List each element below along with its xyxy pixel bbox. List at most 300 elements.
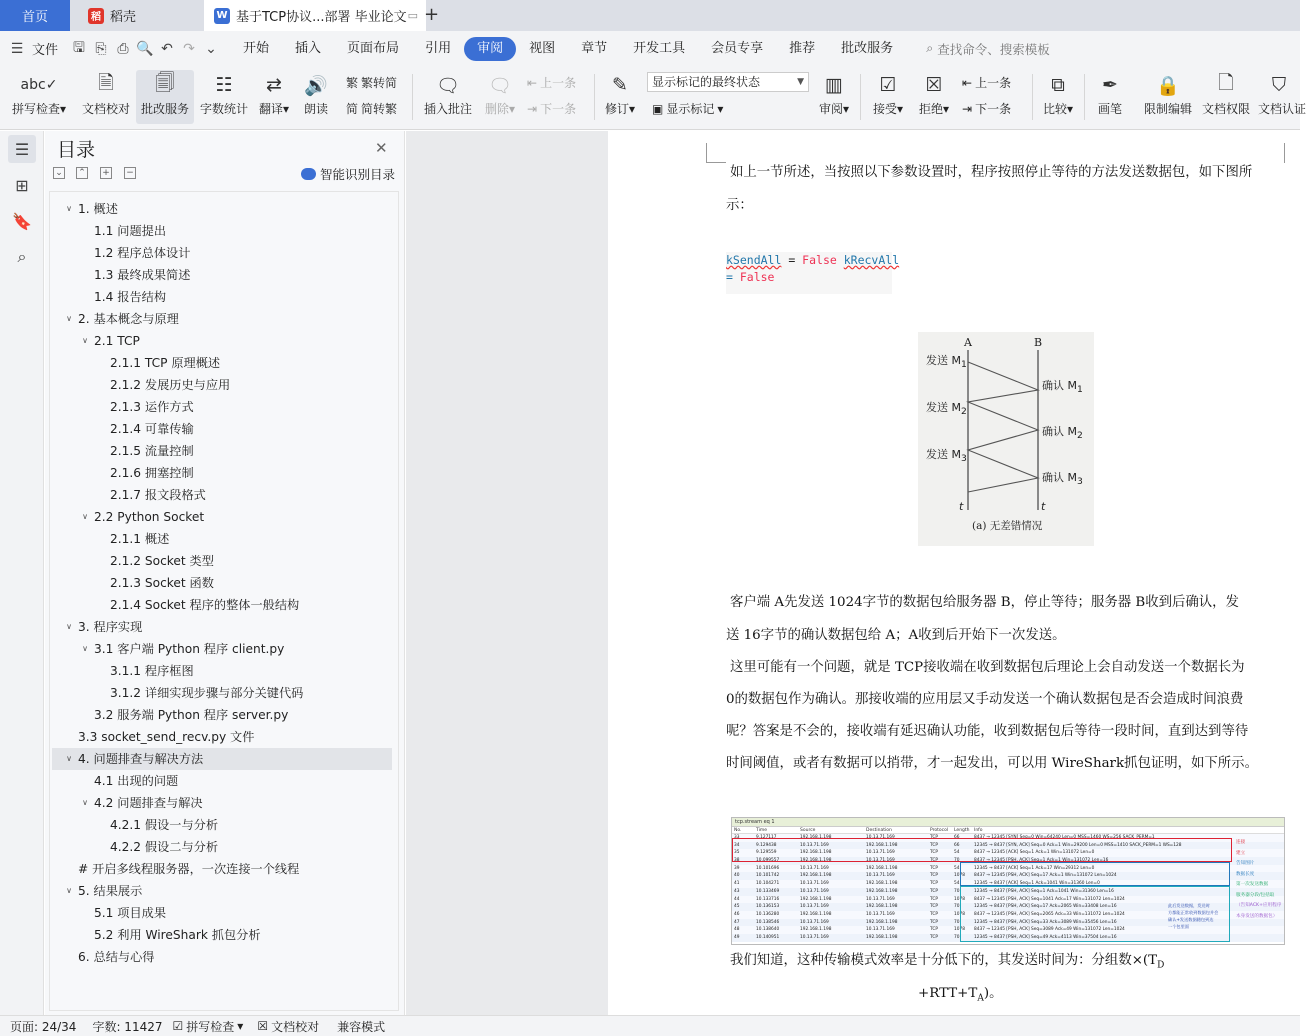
prev-change-button[interactable] bbox=[962, 74, 1011, 91]
reject-label: 拒绝 bbox=[918, 102, 943, 116]
delete-comment-icon: 🗨 bbox=[487, 74, 513, 97]
capture-cell: 10.136280 bbox=[756, 911, 780, 917]
toc-item-label: # 开启多线程服务器，一次连接一个线程 bbox=[78, 862, 300, 876]
add-heading-icon[interactable]: + bbox=[100, 167, 112, 179]
capture-cell: 192.168.1.198 bbox=[800, 850, 832, 856]
toc-item[interactable] bbox=[52, 836, 392, 858]
capture-col-header: Length bbox=[954, 828, 970, 833]
ack-m3 bbox=[1042, 469, 1083, 487]
doc-rights-label: 文档权限 bbox=[1201, 102, 1250, 116]
capture-cell: TCP bbox=[930, 911, 938, 917]
read-aloud-button[interactable] bbox=[298, 70, 334, 124]
toc-item[interactable] bbox=[52, 418, 392, 440]
capture-cell: 10.13.71.169 bbox=[800, 934, 829, 940]
capture-cell: 12345 → 8437 [PSH, ACK] Seq=49 Ack=4113 Win=37504 Len=16 bbox=[974, 934, 1117, 940]
code-var-recv: kRecvAll bbox=[843, 253, 900, 267]
menu-item[interactable]: 审阅 bbox=[464, 37, 516, 61]
capture-annotation: 一个包里面 bbox=[1168, 924, 1189, 929]
code-op: = bbox=[781, 253, 803, 267]
chevron-down-icon[interactable]: ∨ bbox=[82, 336, 88, 345]
label-b: B bbox=[1034, 336, 1043, 349]
chevron-down-icon[interactable]: ∨ bbox=[82, 512, 88, 521]
menu-item[interactable]: 开发工具 bbox=[633, 40, 686, 56]
accept-button[interactable]: ☑ 接受▾ bbox=[868, 70, 908, 124]
toc-item[interactable] bbox=[52, 748, 392, 770]
capture-cell: TCP bbox=[930, 842, 938, 848]
menu-item[interactable]: 开始 bbox=[243, 40, 270, 56]
page-indicator[interactable]: 页面: 24/34 bbox=[10, 1019, 77, 1034]
capture-cell: 43 bbox=[734, 888, 740, 894]
word-count[interactable]: 字数: 11427 bbox=[92, 1019, 163, 1034]
capture-cell: TCP bbox=[930, 873, 938, 879]
to-traditional-button[interactable] bbox=[346, 74, 397, 91]
next-comment-button[interactable] bbox=[527, 100, 576, 117]
toc-item-label: 3.1.2 详细实现步骤与部分关键代码 bbox=[110, 686, 304, 700]
reject-icon: ☒ bbox=[925, 74, 943, 96]
capture-cell: TCP bbox=[930, 896, 938, 902]
toc-item-label: 3.3 socket_send_recv.py 文件 bbox=[78, 730, 255, 744]
sub: 1 bbox=[1077, 384, 1083, 396]
sub: 3 bbox=[961, 453, 967, 465]
capture-cell: 10.104271 bbox=[756, 881, 780, 887]
export-icon[interactable]: ⎘ bbox=[95, 40, 107, 57]
prev-change-label: 上一条 bbox=[975, 76, 1012, 90]
next-comment-label: 下一条 bbox=[540, 102, 577, 116]
toc-item-label: 1.1 问题提出 bbox=[94, 224, 167, 238]
menu-item[interactable]: 章节 bbox=[581, 40, 608, 56]
para-3-line-4: 时间阈值，或者有数据可以捎带，才一起发出，可以用 WireShark抓包证明，如下所示。 bbox=[726, 756, 1258, 771]
save-icon[interactable]: 🖫 bbox=[73, 39, 85, 56]
capture-col-header: No. bbox=[734, 828, 742, 833]
toc-item-label: 2. 基本概念与原理 bbox=[78, 312, 179, 326]
capture-cell: 10.13.71.169 bbox=[800, 865, 829, 871]
capture-annotation: 建立 bbox=[1236, 850, 1246, 856]
code-block bbox=[726, 252, 900, 294]
menu-item[interactable]: 视图 bbox=[529, 40, 556, 56]
para-2-line-2: 送 16字节的确认数据包给 A；A收到后开始下一次发送。 bbox=[726, 628, 1066, 643]
data-highlight bbox=[960, 862, 1230, 886]
insert-comment-label: 插入批注 bbox=[423, 102, 472, 116]
track-changes-button[interactable]: ✎ 修订▾ bbox=[600, 70, 640, 124]
status-spell-check[interactable]: ☑ 拼写检查 ▾ bbox=[172, 1019, 244, 1034]
capture-cell: 10.13.71.169 bbox=[800, 919, 829, 925]
capture-cell: 70 bbox=[954, 934, 960, 940]
close-icon[interactable]: ✕ bbox=[375, 139, 388, 157]
capture-cell: 10.13.71.169 bbox=[866, 911, 895, 917]
print-icon[interactable]: ⎙ bbox=[117, 40, 129, 57]
para-2-line-1: 客户端 A先发送 1024字节的数据包给服务器 B，停止等待；服务器 B收到后确认，发 bbox=[730, 595, 1239, 610]
chevron-down-icon[interactable]: ∨ bbox=[66, 886, 72, 895]
pen-button[interactable] bbox=[1092, 70, 1128, 124]
para-3-line-2: 0的数据包作为确认。那接收端的应用层又手动发送一个确认数据包是否会造成时间浪费 bbox=[726, 692, 1244, 707]
find-icon[interactable]: ⌕ bbox=[17, 247, 27, 266]
capture-cell: 33 bbox=[734, 835, 740, 840]
capture-cell: 192.168.1.198 bbox=[866, 865, 898, 871]
code-false: False bbox=[802, 253, 837, 267]
capture-cell: 192.168.1.198 bbox=[866, 881, 898, 887]
command-search[interactable] bbox=[926, 40, 1050, 58]
doc-proof-button[interactable] bbox=[76, 70, 136, 124]
toc-item-label: 4.1 出现的问题 bbox=[94, 774, 179, 788]
compare-button[interactable]: ⧉ 比较▾ bbox=[1038, 70, 1078, 124]
toc-panel bbox=[45, 131, 405, 1015]
formula-sub-a: A bbox=[977, 993, 984, 1004]
toc-item[interactable] bbox=[52, 462, 392, 484]
menu-item[interactable]: 页面布局 bbox=[347, 40, 400, 56]
sub: 3 bbox=[1077, 476, 1083, 488]
translate-button[interactable]: ⇄ 翻译▾ bbox=[254, 70, 294, 124]
capture-col-header: Destination bbox=[866, 828, 892, 833]
toc-item[interactable] bbox=[52, 528, 392, 550]
capture-cell: 54 bbox=[954, 850, 960, 856]
track-changes-icon: ✎ bbox=[612, 74, 628, 96]
capture-cell: 66 bbox=[954, 835, 960, 840]
doc-proof-icon: 🗎 bbox=[98, 72, 114, 94]
toc-item[interactable] bbox=[52, 198, 392, 220]
capture-cell: 10.101742 bbox=[756, 873, 780, 879]
expand-up-icon[interactable]: ⌃ bbox=[76, 167, 88, 179]
capture-cell: TCP bbox=[930, 904, 938, 910]
capture-annotation: 数据长度 bbox=[1236, 871, 1255, 877]
toc-item[interactable] bbox=[52, 550, 392, 572]
sub: 1 bbox=[961, 359, 967, 371]
next-change-button[interactable] bbox=[962, 100, 1011, 117]
capture-cell: 192.168.1.198 bbox=[866, 842, 898, 848]
capture-cell: 8437 → 12345 [PSH, ACK] Seq=3089 Ack=49 Win=131072 Len=1024 bbox=[974, 927, 1125, 933]
toc-item[interactable] bbox=[52, 660, 392, 682]
capture-cell: 70 bbox=[954, 919, 960, 925]
revise-service-label: 批改服务 bbox=[140, 102, 189, 116]
capture-annotation: 确认+发送数据随包到达 bbox=[1168, 917, 1214, 922]
toc-item[interactable] bbox=[52, 330, 392, 352]
tab-daoke[interactable] bbox=[78, 0, 198, 31]
toc-item[interactable] bbox=[52, 814, 392, 836]
page-gutter bbox=[406, 131, 608, 1015]
capture-cell: 10.099557 bbox=[756, 858, 780, 864]
accept-icon: ☑ bbox=[879, 74, 897, 96]
capture-cell: 10.140951 bbox=[756, 934, 780, 940]
capture-cell: 12345 → 8437 [PSH, ACK] Seq=33 Ack=3089 Win=35456 Len=16 bbox=[974, 919, 1117, 925]
delete-comment-button[interactable]: 🗨 删除▾ bbox=[480, 70, 520, 124]
capture-cell: 10.138546 bbox=[756, 919, 780, 925]
checkbox-icon: ☑ bbox=[172, 1019, 184, 1033]
toc-item[interactable] bbox=[52, 308, 392, 330]
formula-end: )。 bbox=[983, 986, 1003, 1001]
capture-cell: 12345 → 8437 [ACK] Seq=1 Ack=1041 Win=31360 Len=0 bbox=[974, 881, 1100, 887]
toc-item-label: 2.1.5 流量控制 bbox=[110, 444, 194, 458]
para-1-line-1: 如上一节所述，当按照以下参数设置时，程序按照停止等待的方法发送数据包，如下图所 bbox=[730, 165, 1253, 180]
status-proof-label: 文档校对 bbox=[271, 1019, 320, 1034]
diagram-caption: (a) 无差错情况 bbox=[972, 520, 1043, 532]
restrict-edit-label: 限制编辑 bbox=[1143, 102, 1192, 116]
command-search-placeholder: 查找命令、搜索模板 bbox=[937, 41, 1050, 57]
capture-cell: 40 bbox=[734, 873, 740, 879]
status-spell-label: 拼写检查 bbox=[186, 1019, 235, 1034]
toc-item[interactable] bbox=[52, 946, 392, 968]
show-markup-icon: ▣ bbox=[652, 101, 664, 116]
preview-icon[interactable]: 🔍 bbox=[136, 40, 154, 57]
toc-item-label: 5.1 项目成果 bbox=[94, 906, 167, 920]
toc-item[interactable] bbox=[52, 484, 392, 506]
handshake-highlight bbox=[732, 838, 1232, 862]
next-change-label: 下一条 bbox=[975, 102, 1012, 116]
capture-cell: TCP bbox=[930, 934, 938, 940]
toc-title: 目录 bbox=[57, 139, 96, 161]
toc-item[interactable] bbox=[52, 880, 392, 902]
ribbon-divider bbox=[594, 74, 595, 120]
chapter-nav-icon[interactable]: ⊞ bbox=[15, 175, 29, 195]
spell-check-icon: abc✓ bbox=[20, 77, 58, 93]
capture-cell: TCP bbox=[930, 850, 938, 856]
toc-item[interactable] bbox=[52, 242, 392, 264]
smart-toc-label: 智能识别目录 bbox=[320, 167, 396, 182]
capture-cell: TCP bbox=[930, 888, 938, 894]
capture-cell: 12345 → 8437 [SYN, ACK] Seq=0 Ack=1 Win=29200 Len=0 MSS=1410 SACK_PERM=1 WS=128 bbox=[974, 842, 1182, 848]
convert-icon: 简 bbox=[346, 102, 359, 116]
toc-item-label: 2.1 TCP bbox=[94, 334, 140, 348]
toc-item[interactable] bbox=[52, 616, 392, 638]
capture-cell: 8437 → 12345 [PSH, ACK] Seq=1041 Ack=17 Win=131072 Len=1024 bbox=[974, 896, 1125, 902]
margin-mark-left-h bbox=[706, 162, 726, 163]
collapse-all-icon[interactable]: ⌄ bbox=[53, 167, 65, 179]
toc-panel-icon[interactable]: ☰ bbox=[8, 135, 36, 163]
capture-cell: 54 bbox=[954, 881, 960, 887]
pen-icon: ✒ bbox=[1102, 74, 1118, 96]
capture-col-header: Source bbox=[800, 828, 816, 833]
capture-cell: 10.13.71.169 bbox=[866, 858, 895, 864]
send-m3 bbox=[926, 446, 967, 464]
chevron-down-icon[interactable]: ∨ bbox=[82, 644, 88, 653]
capture-cell: 10.136153 bbox=[756, 904, 780, 910]
toc-item[interactable] bbox=[52, 506, 392, 528]
menu-item[interactable]: 引用 bbox=[425, 40, 452, 56]
capture-cell: 8437 → 12345 [PSH, ACK] Seq=1 Ack=1 Win=131072 Len=16 bbox=[974, 858, 1109, 864]
capture-cell: 49 bbox=[734, 934, 740, 940]
toc-item[interactable] bbox=[52, 594, 392, 616]
toc-item[interactable] bbox=[52, 924, 392, 946]
remove-heading-icon[interactable]: − bbox=[124, 167, 136, 179]
toc-item-label: 3. 程序实现 bbox=[78, 620, 143, 634]
capture-cell: TCP bbox=[930, 865, 938, 871]
tab-close-icon[interactable]: ▭ bbox=[407, 9, 418, 22]
wireshark-capture bbox=[731, 817, 1285, 945]
chevron-down-icon[interactable]: ∨ bbox=[82, 798, 88, 807]
capture-col-header: Protocol bbox=[930, 828, 949, 833]
daoke-icon: 稻 bbox=[88, 8, 104, 24]
redo-icon[interactable]: ↷ bbox=[183, 40, 195, 57]
toc-item-label: 2.1.4 Socket 程序的整体一般结构 bbox=[110, 598, 300, 612]
new-tab-button[interactable]: + bbox=[424, 4, 440, 25]
menu-item[interactable]: 会员专享 bbox=[711, 40, 764, 56]
toc-item[interactable] bbox=[52, 902, 392, 924]
send-m2 bbox=[926, 399, 967, 417]
label-a: A bbox=[964, 336, 972, 349]
capture-cell: 70 bbox=[954, 858, 960, 864]
insert-comment-button[interactable] bbox=[420, 70, 476, 124]
menu-item[interactable]: 推荐 bbox=[789, 40, 816, 56]
capture-cell: 70 bbox=[954, 904, 960, 910]
translate-label: 翻译 bbox=[258, 102, 283, 116]
file-menu[interactable]: 文件 bbox=[32, 43, 59, 58]
next-icon: ⇥ bbox=[527, 101, 538, 116]
menu-bar bbox=[0, 31, 1300, 66]
chevron-down-icon[interactable]: ∨ bbox=[66, 622, 72, 631]
ack-m1 bbox=[1042, 377, 1083, 395]
smart-toc-icon bbox=[301, 168, 316, 180]
track-changes-label: 修订 bbox=[604, 102, 629, 116]
capture-annotation: 方都能正常收到数据包并会 bbox=[1168, 910, 1219, 915]
toc-item[interactable] bbox=[52, 770, 392, 792]
capture-cell: TCP bbox=[930, 919, 938, 925]
word-count-label: 字数统计 bbox=[199, 102, 248, 116]
toc-item[interactable] bbox=[52, 682, 392, 704]
capture-annotation: 连接 bbox=[1236, 840, 1246, 845]
capture-cell: 10.13.71.169 bbox=[800, 881, 829, 887]
toc-item[interactable] bbox=[52, 704, 392, 726]
accept-label: 接受 bbox=[872, 102, 897, 116]
toc-item[interactable] bbox=[52, 726, 392, 748]
read-aloud-label: 朗读 bbox=[303, 102, 328, 116]
toc-item[interactable] bbox=[52, 638, 392, 660]
toc-item[interactable] bbox=[52, 440, 392, 462]
capture-cell: 10.13.71.169 bbox=[866, 896, 895, 902]
toc-item-label: 3.2 服务端 Python 程序 server.py bbox=[94, 708, 289, 722]
toc-item[interactable] bbox=[52, 264, 392, 286]
capture-cell: TCP bbox=[930, 927, 938, 933]
capture-cell: 192.168.1.198 bbox=[800, 927, 832, 933]
capture-filter: tcp.stream eq 1 bbox=[732, 818, 1284, 827]
capture-cell: 70 bbox=[954, 888, 960, 894]
stop-wait-diagram bbox=[918, 332, 1094, 546]
capture-cell: 35 bbox=[734, 850, 740, 856]
toc-item-label: 2.1.6 拥塞控制 bbox=[110, 466, 194, 480]
toc-item[interactable] bbox=[52, 286, 392, 308]
doc-proof-label: 文档校对 bbox=[81, 102, 130, 116]
chevron-down-icon[interactable]: ∨ bbox=[66, 754, 72, 763]
capture-cell: 192.168.1.198 bbox=[800, 858, 832, 864]
to-traditional-label: 繁转简 bbox=[361, 76, 398, 90]
capture-cell: 12345 → 8437 [ACK] Seq=1 Ack=17 Win=29312 Len=0 bbox=[974, 865, 1095, 871]
convert-icon: 繁 bbox=[346, 76, 359, 90]
tab-home[interactable] bbox=[0, 0, 70, 31]
sub: 2 bbox=[1077, 430, 1083, 442]
certify-icon: ⛉ bbox=[1271, 74, 1287, 96]
spell-check-button[interactable]: abc✓ 拼写检查▾ bbox=[8, 70, 70, 124]
bookmark-icon[interactable]: 🔖 bbox=[12, 211, 32, 231]
capture-cell: 192.168.1.198 bbox=[800, 873, 832, 879]
toc-item-label: 4. 问题排查与解决方法 bbox=[78, 752, 204, 766]
capture-cell: 39 bbox=[734, 865, 740, 871]
chevron-down-icon[interactable]: ∨ bbox=[66, 204, 72, 213]
chevron-down-icon: ▼ bbox=[797, 77, 804, 87]
time-b: t bbox=[1041, 500, 1046, 513]
word-count-icon: ☷ bbox=[215, 74, 233, 96]
toc-item[interactable] bbox=[52, 792, 392, 814]
capture-cell: 192.168.1.198 bbox=[800, 911, 832, 917]
send-label: 发送 M bbox=[926, 448, 961, 461]
toc-item[interactable] bbox=[52, 572, 392, 594]
markup-state-value: 显示标记的最终状态 bbox=[652, 75, 761, 89]
chevron-down-icon[interactable]: ∨ bbox=[66, 314, 72, 323]
menu-items bbox=[230, 37, 906, 61]
toc-item[interactable] bbox=[52, 374, 392, 396]
show-markup-button[interactable]: ▣ 显示标记 ▾ bbox=[652, 101, 724, 116]
status-proofread[interactable] bbox=[257, 1018, 319, 1035]
toc-item-label: 4.2.2 假设二与分析 bbox=[110, 840, 219, 854]
formula-part-1: 我们知道，这种传输模式效率是十分低下的，其发送时间为：分组数×(T bbox=[730, 953, 1158, 968]
review-pane-button[interactable]: ▥ 审阅▾ bbox=[814, 70, 854, 124]
capture-annotation: 告知图片 bbox=[1236, 861, 1255, 866]
capture-cell: 10.13.71.169 bbox=[866, 927, 895, 933]
para-3-line-3: 呢？答案是不会的，接收端有延迟确认功能，收到数据包后等待一段时间，直到达到等待 bbox=[726, 724, 1249, 739]
ribbon-divider bbox=[1032, 74, 1033, 120]
toc-item[interactable] bbox=[52, 220, 392, 242]
capture-cell: 10.101696 bbox=[756, 865, 780, 871]
capture-cell: 9.129559 bbox=[756, 850, 777, 856]
restrict-edit-button[interactable] bbox=[1140, 70, 1196, 124]
review-pane-label: 审阅 bbox=[818, 102, 843, 116]
tab-document[interactable] bbox=[204, 0, 426, 31]
to-simplified-button[interactable] bbox=[346, 100, 397, 117]
toc-item-label: 1.2 程序总体设计 bbox=[94, 246, 191, 260]
para-3-line-1: 这里可能有一个问题，就是 TCP接收端在收到数据包后理论上会自动发送一个数据长为 bbox=[730, 660, 1245, 675]
capture-cell: 192.168.1.198 bbox=[866, 888, 898, 894]
capture-cell: TCP bbox=[930, 881, 938, 887]
toc-item-label: 2.1.3 运作方式 bbox=[110, 400, 194, 414]
toc-item-label: 2.1.4 可靠传输 bbox=[110, 422, 194, 436]
show-markup-label: 显示标记 bbox=[666, 102, 715, 116]
capture-annotations-mid bbox=[1168, 902, 1230, 930]
sub: 2 bbox=[961, 406, 967, 418]
ribbon-divider bbox=[1084, 74, 1085, 120]
toc-item[interactable] bbox=[52, 858, 392, 880]
revise-service-button[interactable] bbox=[136, 70, 194, 124]
smart-toc-button[interactable] bbox=[301, 165, 395, 183]
para-4-line-2 bbox=[918, 982, 1002, 1004]
toc-item[interactable] bbox=[52, 396, 392, 418]
menu-item[interactable]: 批改服务 bbox=[841, 40, 894, 56]
capture-cell: 10.13.71.169 bbox=[866, 835, 895, 840]
capture-cell: 10.133716 bbox=[756, 896, 780, 902]
undo-icon[interactable]: ↶ bbox=[161, 40, 173, 57]
reject-button[interactable]: ☒ 拒绝▾ bbox=[914, 70, 954, 124]
capture-header bbox=[732, 827, 1284, 834]
markup-state-select[interactable] bbox=[647, 72, 809, 92]
capture-cell: TCP bbox=[930, 835, 938, 840]
capture-cell: 192.168.1.198 bbox=[800, 896, 832, 902]
revise-service-icon: 🗐 bbox=[155, 72, 175, 94]
doc-certify-button[interactable] bbox=[1258, 70, 1306, 124]
menu-item[interactable]: 插入 bbox=[295, 40, 322, 56]
tab-home-label: 首页 bbox=[21, 10, 48, 25]
toc-item[interactable] bbox=[52, 352, 392, 374]
prev-icon: ⇤ bbox=[527, 75, 538, 90]
capture-annotation: （告知ACK+应用程序 bbox=[1236, 903, 1282, 908]
message-arrows bbox=[968, 362, 1038, 492]
capture-annotations-right bbox=[1236, 838, 1284, 922]
hamburger-icon[interactable]: ☰ bbox=[10, 40, 24, 57]
prev-comment-button[interactable] bbox=[527, 74, 576, 91]
toc-item-label: 5.2 利用 WireShark 抓包分析 bbox=[94, 928, 261, 942]
doc-rights-button[interactable] bbox=[1200, 70, 1252, 124]
word-count-button[interactable] bbox=[196, 70, 252, 124]
pen-label: 画笔 bbox=[1097, 102, 1122, 116]
capture-cell: 10.13.71.169 bbox=[800, 904, 829, 910]
capture-cell: 10.13.71.169 bbox=[866, 873, 895, 879]
more-icon[interactable]: ⌄ bbox=[205, 40, 217, 57]
capture-annotation: 服务器分段/包括取 bbox=[1236, 892, 1275, 898]
toc-item-label: 4.2.1 假设一与分析 bbox=[110, 818, 219, 832]
